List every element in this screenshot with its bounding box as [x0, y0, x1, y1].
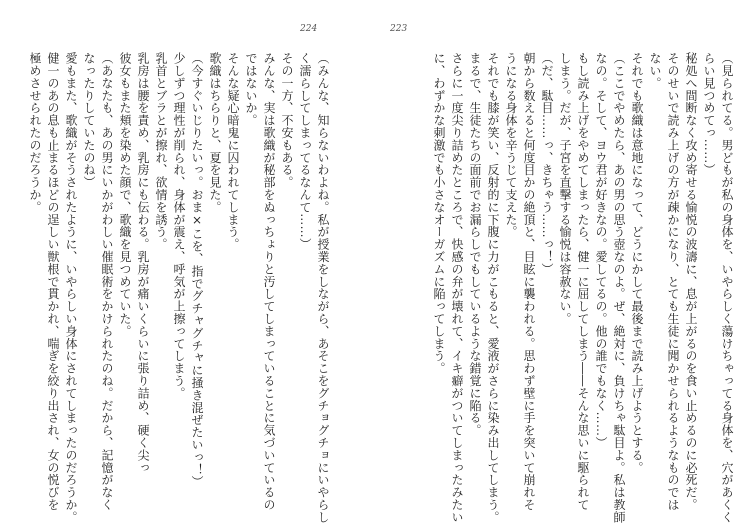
text-line: それでも膝が笑い、反射的に下腹に力がこもると、愛液がさらに染み出してしまう。	[486, 52, 500, 524]
text-line: 歌織はちらりと、夏を見た。	[208, 52, 222, 214]
text-line: もし読み上げをやめてしまったら、健一に屈してしまう――そんな思いに駆られて	[576, 52, 590, 511]
text-line: （あなたも、あの男にいかがわしい催眠術をかけられたのね。だから、記憶がなく	[100, 52, 114, 511]
right-page	[368, 0, 736, 526]
text-line: そのせいで読み上げの方が疎かになり、とても生徒に聞かせられるようなものでは	[666, 52, 680, 511]
text-line: うになる身体を辛うじて支えた。	[504, 52, 518, 238]
text-line: （だ、駄目……っ、きちゃう……っ！）	[540, 52, 554, 276]
text-line: 健一のあの息も止まるほどの逞しい獣根で貫かれ、喘ぎを絞り出され、女の悦びを	[46, 52, 60, 511]
text-line: さらに一度尖り詰めたところで、快感の弁が壊れて、イキ癖がついてしまったみたい	[450, 52, 464, 524]
text-line: みんな、実は歌織が秘部をぬっちょりと汚してしまっていることに気づいているの	[262, 52, 276, 511]
text-line: ではないか。	[244, 52, 258, 127]
text-line: そんな疑心暗鬼に囚われてしまう。	[226, 52, 240, 251]
text-line: 少しずつ理性が削られ、身体が震え、呼気が上擦ってしまう。	[172, 52, 186, 400]
text-line: （見られてる。男どもが私の身体を、いやらしく蕩けちゃってる身体を、穴があくく	[720, 52, 734, 524]
text-line: 彼女もまた頬を染めた顔で、歌織を見つめていた。	[118, 52, 132, 338]
text-line: なったりしていたのね）	[82, 52, 96, 189]
text-line: 極めさせられたのだろうか。	[28, 52, 42, 214]
text-line: に、わずかな刺激でも小さなオーガズムに陥ってしまう。	[432, 52, 446, 375]
text-line: く濡らしてしまってるなんて……）	[298, 52, 312, 251]
text-line: （今すぐいじりたいっ。おま×こを、指でグチャグチャに掻き混ぜたいっ！）	[190, 52, 204, 488]
text-line: 乳房は腰を責め、乳房にも伝わる。乳房が痛いくらいに張り詰め、硬く尖っ	[136, 52, 150, 474]
text-line: ない。	[648, 52, 662, 90]
text-line: 乳首とブラとが擦れ、欲情を誘う。	[154, 52, 168, 251]
text-line: しまう。だが、子宮を直撃する愉悦は容赦ない。	[558, 52, 572, 325]
body-text	[26, 52, 332, 524]
text-line: なの。そして、ヨウ君が好きなの。愛してるの。他の誰でもなく……）	[594, 52, 608, 449]
text-line: （ここでやめたら、あの男の思う壺なのよ。ぜ、絶対に、負けちゃ駄目よ。私は教師	[612, 52, 626, 524]
page-number: 223	[390, 24, 408, 34]
page-number: 224	[300, 24, 318, 34]
text-line: まるで、生徒たちの面前でお漏らしでもしているような錯覚に陥る。	[468, 52, 482, 437]
text-line: その一方、不安もある。	[280, 52, 294, 189]
text-line: 朝から数えると何度目かの絶頂と、目眩に襲われる。思わず壁に手を突いて崩れそ	[522, 52, 536, 511]
text-line: それでも歌織は意地になって、どうにかして最後まで読み上げようとする。	[630, 52, 644, 474]
text-line: （みんな、知らないわよね。私が授業をしながら、あそこをグチョグチョにいやらし	[316, 52, 330, 524]
body-text	[396, 52, 736, 524]
text-line: 秘処へ間断なく攻め寄せる愉悦の波濤に、息が上がるのを食い止めるのに必死だ。	[684, 52, 698, 511]
text-line: 愛もまた、歌織がそうされたように、いやらしい身体にされてしまったのだろうか。	[64, 52, 78, 524]
text-line: らい見つめてっ……）	[702, 52, 716, 176]
